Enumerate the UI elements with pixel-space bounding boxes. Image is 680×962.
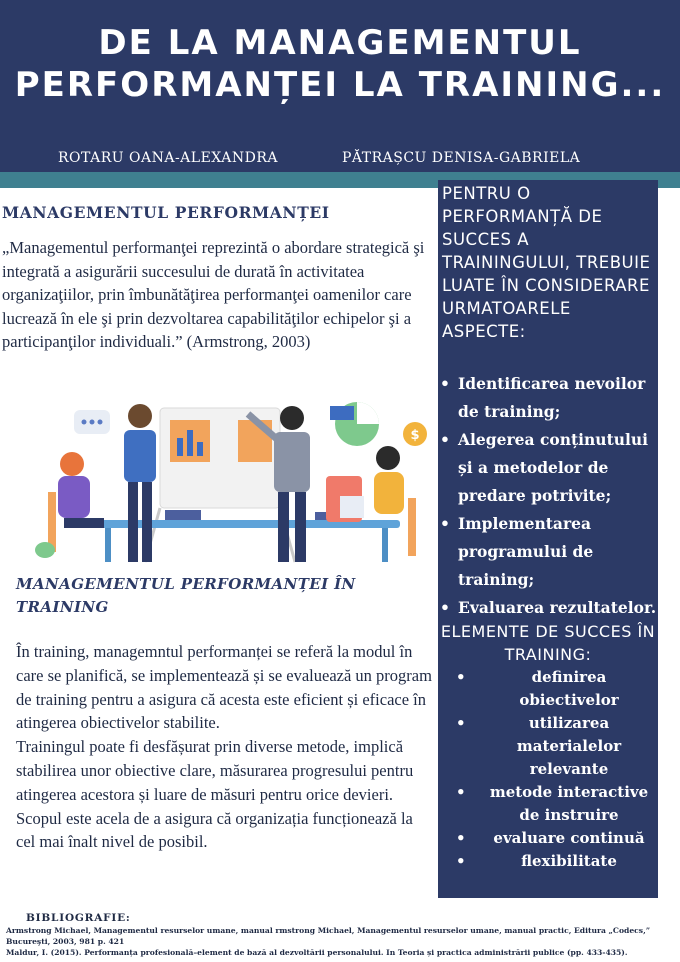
list-item: • Evaluarea rezultatelor. [440,594,658,622]
section2-body [16,640,436,854]
list-item: • Identificarea nevoilor de training; [440,370,658,426]
coin-symbol: $ [410,428,420,443]
pie-chart-icon [330,402,379,446]
bullet-icon: • [440,598,450,617]
bibliography-ref-1: Armstrong Michael, Managementul resurselor umane, manual rmstrong Michael, Managementul resurselor umane, manual practic, Editura „Codecs,” Bucureşti, 2003, 981 p. 421 [6,926,651,946]
success-elements-heading: ELEMENTE DE SUCCES ÎN TRAINING: [440,622,656,664]
section1-quote: „Managementul performanţei reprezintă o abordare strategică şi integrată a asigurării succesului de durată în activitatea organizaţiilor, prin îmbunătăţirea performanţei oamenilor care lucrează în ele şi prin dezvoltarea capabilităţilor echipelor şi a participanţilor individuali.” (Armstrong, 2003) [2,238,425,351]
coin-icon [403,422,427,446]
section2-title: MANAGEMENTUL PERFORMANȚEI ÎN TRAINING [16,575,356,616]
title-line-2: PERFORMANȚEI LA TRAINING... [14,65,666,105]
bibliography-ref-2: Maldur, I. (2015). Performanța profesională–element de bază al dezvoltării personalului. In Teoria și practica administrării publice (pp. 433-435). [6,948,628,957]
bullet-icon: • [456,783,466,801]
list-item: • utilizarea materialelor relevante [456,714,622,778]
section1-title: MANAGEMENTUL PERFORMANȚEI [2,203,330,222]
list-item: • Alegerea conținutului și a metodelor de predare potrivite; [440,426,658,510]
list-item: • Implementarea programului de training; [440,510,658,594]
author-2: PĂTRAȘCU DENISA-GABRIELA [342,150,581,166]
page-title [0,22,680,106]
bullet-icon: • [440,374,450,393]
aspects-list [440,370,658,622]
person-sitting-left [35,452,104,558]
bullet-icon: • [456,714,466,732]
success-elements-list [444,666,654,873]
person-sitting-right [326,446,416,556]
list-item: • flexibilitate [444,850,654,873]
bullet-icon: • [440,514,450,533]
list-item: • evaluare continuă [444,827,654,850]
bullet-icon: • [456,668,466,686]
author-1: ROTARU OANA-ALEXANDRA [58,150,279,166]
bullet-icon: • [456,852,466,870]
bibliography [6,912,672,958]
section2-paragraph-1: În training, managemntul performanței se referă la modul în care se planifică, se implementează și se evaluează un program de training pentru a asigura că acesta este eficient și eficace în atingerea obiectivelor stabilite. [16,642,432,733]
sidebar-intro: PENTRU O PERFORMANȚĂ DE SUCCES A TRAININGULUI, TREBUIE LUATE ÎN CONSIDERARE URMATOARELE ASPECTE: [442,184,651,341]
bullet-icon: • [456,829,466,847]
section2-paragraph-2: Trainingul poate fi desfășurat prin diverse metode, implică stabilirea unor obiective clare, măsurarea progresului pentru atingerea acestora și luare de măsuri pentru orice devieri. [16,737,414,804]
speech-bubble-icon [74,410,110,434]
bullet-icon: • [440,430,450,449]
bibliography-title: BIBLIOGRAFIE: [26,912,131,924]
section2-paragraph-3: Scopul este acela de a asigura că organizația funcționează la cel mai înalt nivel de posibil. [16,808,413,852]
list-item: • definirea obiectivelor [456,668,619,709]
person-standing-center-left [124,404,156,562]
sidebar-panel [438,180,658,898]
list-item: • metode interactive de instruire [456,783,649,824]
title-line-1: DE LA MANAGEMENTUL [98,23,582,63]
team-meeting-illustration [20,400,440,568]
